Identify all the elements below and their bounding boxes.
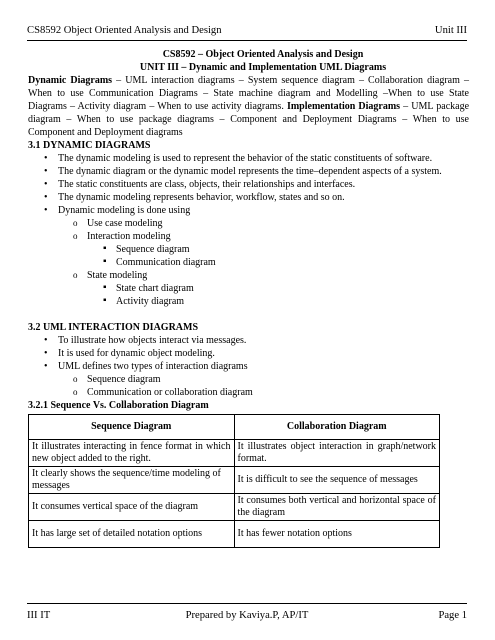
table-header-row (29, 415, 440, 440)
table-cell: It has large set of detailed notation options (29, 521, 235, 548)
interaction-diagram-types-list (28, 373, 469, 399)
syllabus-text-dynamic: – UML interaction diagrams – System sequence diagram – Collaboration diagram – When to use Communication Diagrams – State machine diagram and Modelling –When to use State Diagrams – Activity diagram – When to use activity diagrams. (28, 75, 469, 112)
doc-title: CS8592 – Object Oriented Analysis and Design (162, 49, 364, 60)
table-cell: It consumes both vertical and horizontal space of the diagram (234, 494, 440, 521)
sub-list-item: o Communication or collaboration diagram (28, 386, 469, 399)
comparison-table (28, 414, 440, 548)
table-row (29, 494, 440, 521)
state-modeling-list (28, 282, 469, 308)
header-course: CS8592 Object Oriented Analysis and Design (27, 25, 222, 36)
column-header-collaboration: Collaboration Diagram (234, 415, 440, 440)
sub-list-item: o Interaction modeling (28, 230, 469, 243)
unit-title: UNIT III – Dynamic and Implementation UML Diagrams (139, 62, 387, 73)
sub2-list-item: ▪ Communication diagram (28, 256, 469, 269)
list-item (28, 204, 469, 217)
interaction-modeling-list (28, 243, 469, 269)
section-3-2-1-heading: 3.2.1 Sequence Vs. Collaboration Diagram (28, 400, 209, 411)
modeling-types-list (28, 217, 469, 243)
syllabus-label-implementation: Implementation Diagrams (286, 101, 401, 112)
syllabus-text-implementation: – UML package diagram – When to use package diagrams – Component and Deployment Diagrams – When to use Component and Deployment diagrams (28, 101, 470, 138)
sub-list-item: o State modeling (28, 269, 469, 282)
sub2-list-item: ▪ Sequence diagram (28, 243, 469, 256)
header-unit: Unit III (434, 25, 467, 36)
footer-class: III IT (27, 610, 51, 621)
list-item: • It is used for dynamic object modeling. (28, 347, 469, 360)
table-row (29, 440, 440, 467)
page-content (28, 48, 470, 548)
sub-list-item: o Use case modeling (28, 217, 469, 230)
table-row (29, 467, 440, 494)
table-cell: It consumes vertical space of the diagram (29, 494, 235, 521)
table-cell: It has fewer notation options (234, 521, 440, 548)
list-item: • The dynamic modeling represents behavior, workflow, states and so on. (28, 191, 469, 204)
list-item: • The dynamic modeling is used to represent the behavior of the static constituents of software. (28, 152, 469, 165)
sub2-list-item: ▪ Activity diagram (28, 295, 469, 308)
list-item-text: Dynamic modeling is done using (58, 205, 191, 216)
list-item: • The dynamic diagram or the dynamic model represents the time–dependent aspects of a system. (28, 165, 469, 178)
modeling-types-list-cont (28, 269, 469, 282)
table-cell: It clearly shows the sequence/time modeling of messages (29, 467, 235, 494)
table-cell: It is difficult to see the sequence of messages (234, 467, 440, 494)
list-item: • To illustrate how objects interact via messages. (28, 334, 469, 347)
syllabus-label-dynamic: Dynamic Diagrams (28, 75, 113, 86)
table-cell: It illustrates object interaction in graph/network format. (234, 440, 440, 467)
footer-author: Prepared by Kaviya.P, AP/IT (185, 610, 309, 621)
section-3-2-list (28, 334, 469, 373)
footer-page-number: Page 1 (438, 610, 467, 621)
table-cell: It illustrates interacting in fence format in which new object added to the right. (29, 440, 235, 467)
section-3-1-list (28, 152, 469, 217)
page-header (27, 23, 467, 41)
sub2-list-item: ▪ State chart diagram (28, 282, 469, 295)
column-header-sequence: Sequence Diagram (29, 415, 235, 440)
section-3-1-heading: 3.1 DYNAMIC DIAGRAMS (28, 140, 151, 151)
table-row (29, 521, 440, 548)
syllabus-paragraph (28, 74, 469, 139)
list-item: • The static constituents are class, objects, their relationships and interfaces. (28, 178, 469, 191)
page-footer (27, 603, 467, 624)
section-3-2-heading: 3.2 UML INTERACTION DIAGRAMS (28, 322, 199, 333)
list-item: • UML defines two types of interaction diagrams (28, 360, 469, 373)
sub-list-item: o Sequence diagram (28, 373, 469, 386)
